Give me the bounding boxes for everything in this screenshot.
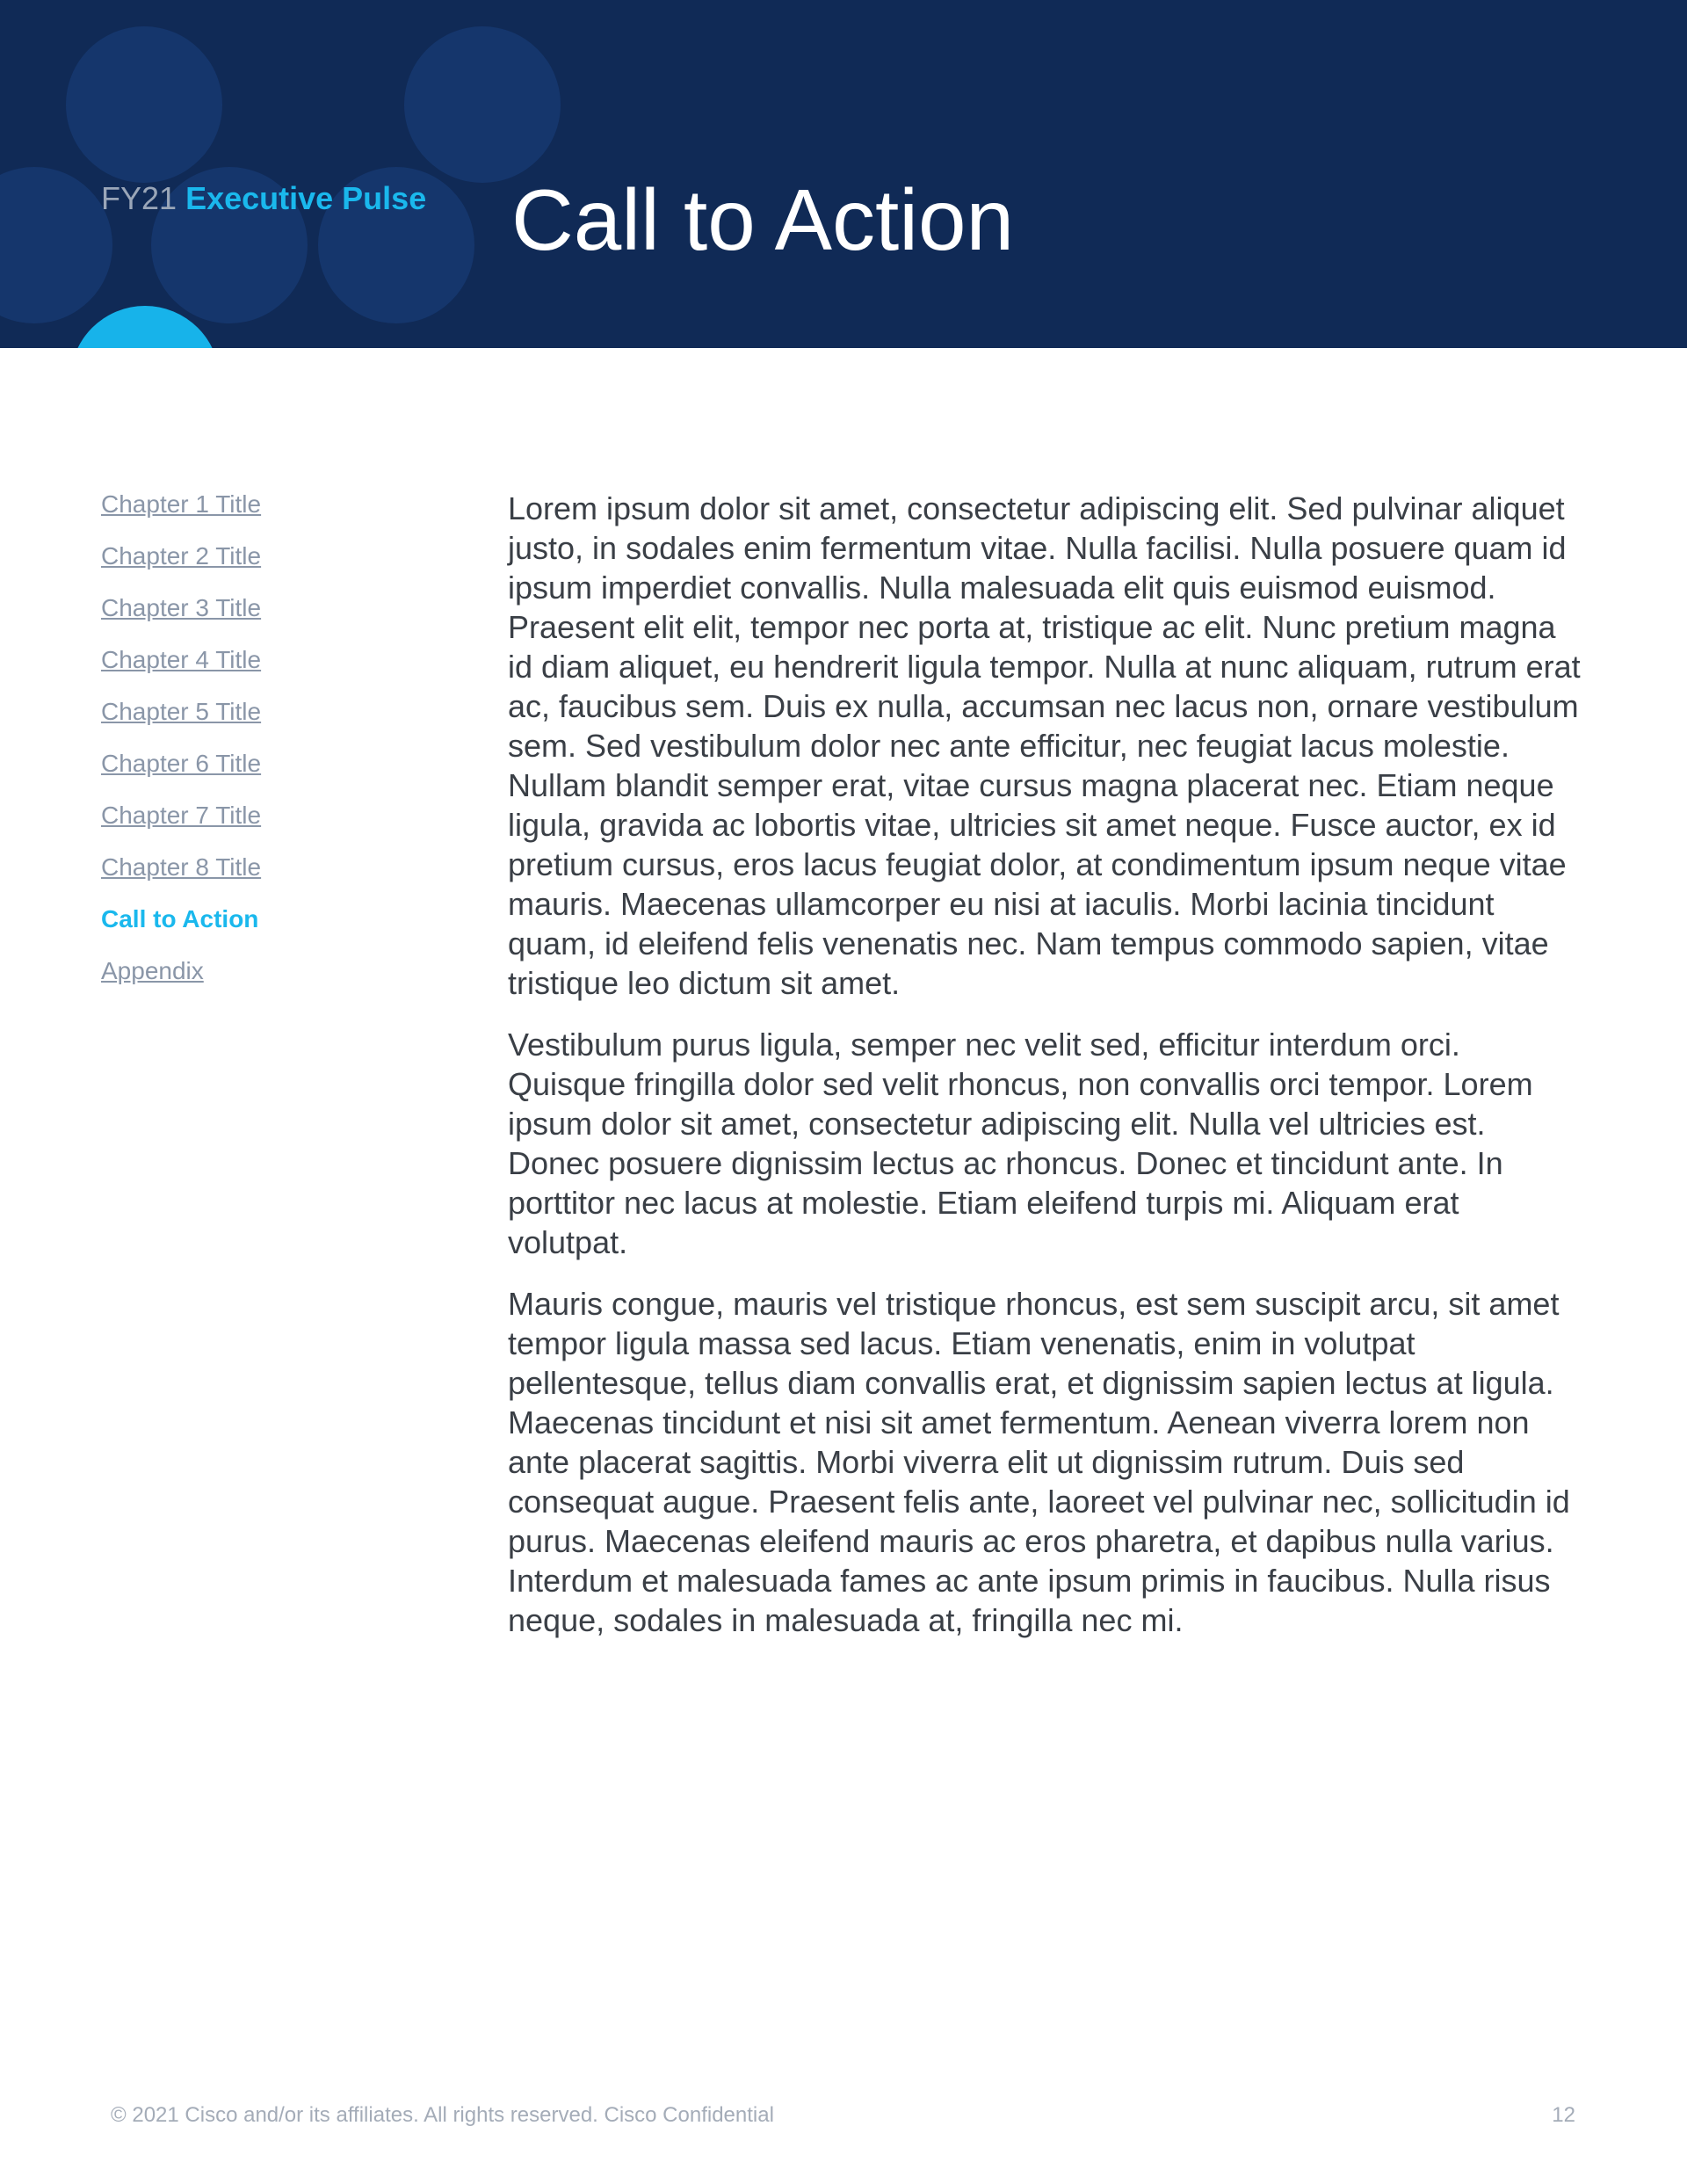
brand-name: Executive Pulse xyxy=(185,180,427,216)
toc-link-chapter-6[interactable]: Chapter 6 Title xyxy=(101,750,262,777)
toc-item xyxy=(101,800,417,852)
toc-link-appendix[interactable]: Appendix xyxy=(101,957,204,984)
toc-item xyxy=(101,541,417,592)
decorative-circle xyxy=(0,167,112,323)
toc-link-chapter-7[interactable]: Chapter 7 Title xyxy=(101,802,262,829)
toc-link-chapter-3[interactable]: Chapter 3 Title xyxy=(101,594,262,621)
toc-item xyxy=(101,489,417,541)
table-of-contents xyxy=(101,489,417,1007)
toc-item xyxy=(101,644,417,696)
page-number: 12 xyxy=(1552,2103,1575,2127)
footer-copyright: © 2021 Cisco and/or its affiliates. All rights reserved. Cisco Confidential xyxy=(111,2103,774,2127)
decorative-circle xyxy=(66,26,222,183)
brand-label xyxy=(101,179,426,218)
toc-link-chapter-2[interactable]: Chapter 2 Title xyxy=(101,542,262,570)
brand-prefix: FY21 xyxy=(101,180,177,216)
toc-item xyxy=(101,748,417,800)
toc-item xyxy=(101,592,417,644)
toc-item xyxy=(101,955,417,1007)
decorative-circle xyxy=(404,26,561,183)
toc-item xyxy=(101,696,417,748)
toc-item xyxy=(101,852,417,903)
toc-link-chapter-4[interactable]: Chapter 4 Title xyxy=(101,646,262,673)
toc-link-chapter-1[interactable]: Chapter 1 Title xyxy=(101,490,262,518)
page-title: Call to Action xyxy=(511,171,1014,268)
body-paragraph: Lorem ipsum dolor sit amet, consectetur adipiscing elit. Sed pulvinar aliquet justo, in sodales enim fermentum vitae. Nulla facilisi. Nulla posuere quam id ipsum imperdiet convallis. Nulla malesuada elit quis euismod euismod. Praesent elit elit, tempor nec porta at, tristique ac elit. Nunc pretium magna id diam aliquet, eu hendrerit ligula tempor. Nulla at nunc aliquam, rutrum erat ac, faucibus sem. Duis ex nulla, accumsan nec lacus non, ornare vestibulum sem. Sed vestibulum dolor nec ante efficitur, nec feugiat lacus molestie. Nullam blandit semper erat, vitae cursus magna placerat nec. Etiam neque ligula, gravida ac lobortis vitae, ultricies sit amet neque. Fusce auctor, ex id pretium cursus, eros lacus feugiat dolor, at condimentum ipsum neque vitae mauris. Maecenas ullamcorper eu nisi at iaculis. Morbi lacinia tincidunt quam, id eleifend felis venenatis nec. Nam tempus commodo sapien, vitae tristique leo dictum sit amet. xyxy=(508,490,1581,1001)
body-paragraph: Mauris congue, mauris vel tristique rhoncus, est sem suscipit arcu, sit amet tempor ligula massa sed lacus. Etiam venenatis, enim in volutpat pellentesque, tellus diam convallis erat, et dignissim sapien lectus at ligula. Maecenas tincidunt et nisi sit amet fermentum. Aenean viverra lorem non ante placerat sagittis. Morbi viverra elit ut dignissim rutrum. Duis sed consequat augue. Praesent felis ante, laoreet vel pulvinar nec, sollicitudin id purus. Maecenas eleifend mauris ac eros pharetra, et dapibus nulla varius. Interdum et malesuada fames ac ante ipsum primis in faucibus. Nulla risus neque, sodales in malesuada at, fringilla nec mi. xyxy=(508,1286,1570,1638)
toc-link-chapter-8[interactable]: Chapter 8 Title xyxy=(101,853,262,881)
body-paragraph: Vestibulum purus ligula, semper nec velit sed, efficitur interdum orci. Quisque fringilla dolor sed velit rhoncus, non convallis orci tempor. Lorem ipsum dolor sit amet, consectetur adipiscing elit. Nulla vel ultricies est. Donec posuere dignissim lectus ac rhoncus. Donec et tincidunt ante. In porttitor nec lacus at molestie. Etiam eleifend turpis mi. Aliquam erat volutpat. xyxy=(508,1027,1533,1260)
toc-link-chapter-5[interactable]: Chapter 5 Title xyxy=(101,698,262,725)
toc-link-call-to-action[interactable]: Call to Action xyxy=(101,905,259,932)
toc-item xyxy=(101,903,417,955)
main-content xyxy=(508,489,1582,1662)
page-header xyxy=(0,0,1687,348)
